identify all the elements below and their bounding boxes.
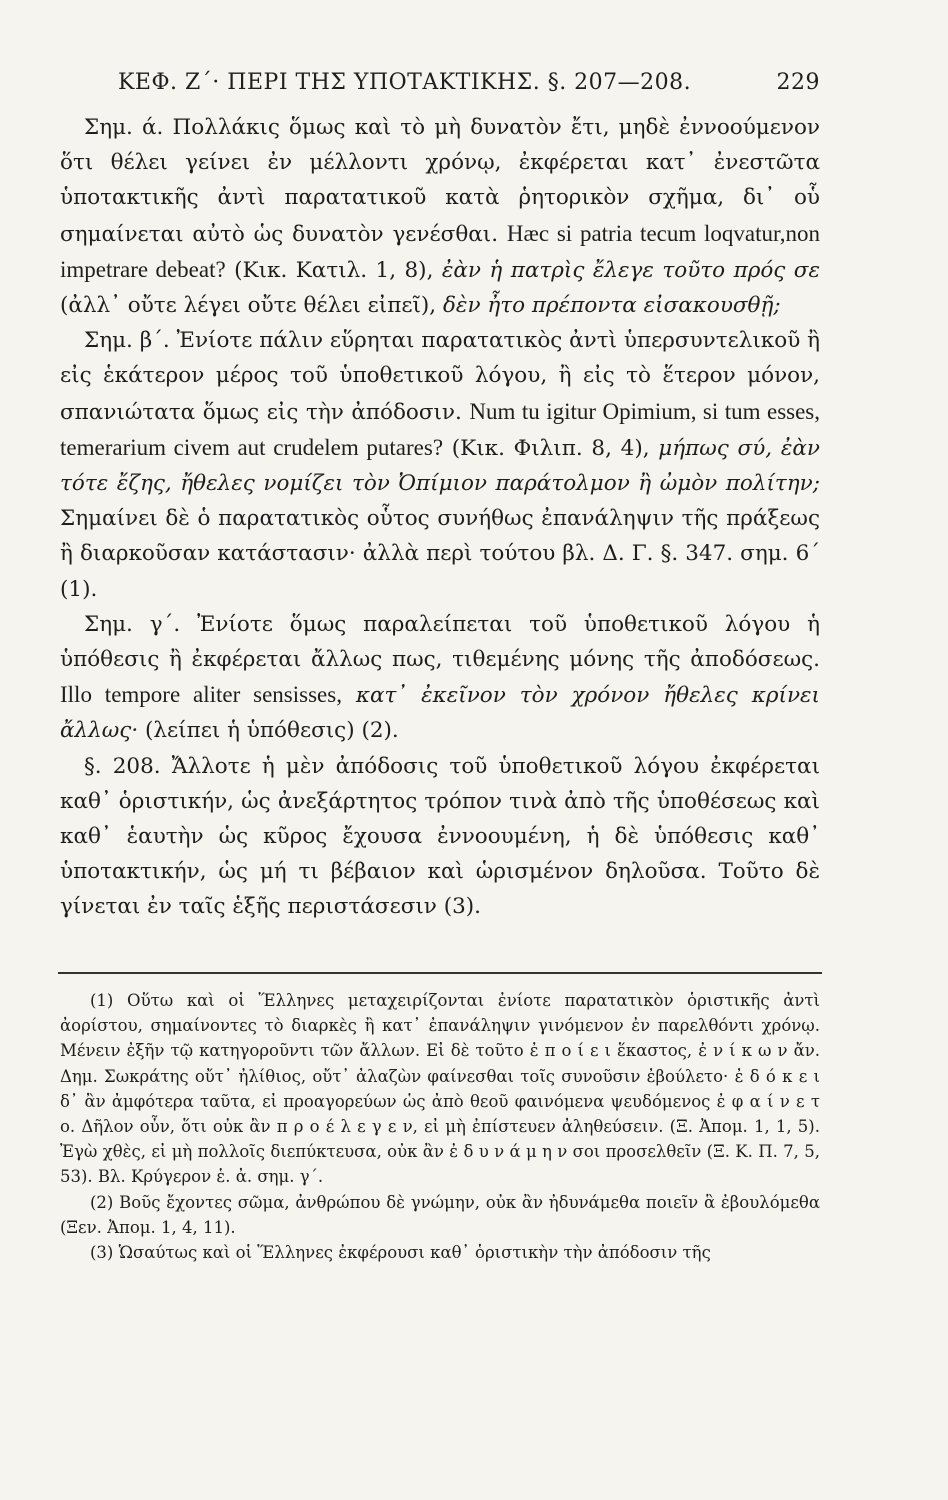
text-run: Σημ. ά. Πολλάκις ὅμως καὶ τὸ μὴ δυνατὸν ἔτι, μηδὲ ἐννοούμενον ὅτι θέλει γείνει ἐν μέλλοντι χρόνῳ, ἐκφέρεται κατ᾽ ἐνεστῶτα ὑποτακτικῆς ἀντὶ παρατατικοῦ κατὰ ῥητορικὸν σχῆμα, δι᾽ οὗ σημαίνεται αὐτὸ ὡς δυνατὸν γενέσθαι. [60,115,820,247]
latin-quote: Num tu igitur Opimium, si tum esses, temerarium civem aut crudelem putares? [60,398,821,460]
text-run: (ἀλλ᾽ οὔτε λέγει οὔτε θέλει εἰπεῖ), [60,293,443,319]
citation: (Κικ. Κατιλ. 1, 8), [225,257,442,283]
footnote-divider [58,972,822,974]
citation: (Κικ. Φιλιπ. 8, 4), [443,435,659,461]
text-run [342,683,356,708]
text-run: Σημ. γ΄. Ἐνίοτε ὅμως παραλείπεται τοῦ ὑποθετικοῦ λόγου ἡ ὑπόθεσις ἢ ἐκφέρεται ἄλλως πως, τιθεμένης μόνης τῆς ἀποδόσεως. [60,611,820,673]
running-head [118,70,820,95]
greek-translation: δὲν ἦτο πρέποντα εἰσακουσθῇ; [442,293,781,319]
footnote-3: (3) Ὡσαύτως καὶ οἱ Ἕλληνες ἐκφέρουσι καθ᾽ ὁριστικὴν τὴν ἀπόδοσιν τῆς [90,1243,711,1263]
latin-quote: Hæc si patria tecum loqvatur,non impetrare debeat? [60,220,820,282]
footnote-2: (2) Βοῦς ἔχοντες σῶμα, ἀνθρώπου δὲ γνώμην, οὐκ ἂν ἠδυνάμεθα ποιεῖν ἃ ἐβουλόμεθα (Ξεν. Ἀπομ. 1, 4, 11). [60,1192,820,1237]
footnote-1: (1) Οὕτω καὶ οἱ Ἕλληνες μεταχειρίζονται ἐνίοτε παρατατικὸν ὁριστικῆς ἀντὶ ἀορίστου, σημαίνοντες τὸ διαρκὲς ἢ κατ᾽ ἐπανάληψιν γινόμενον ἐν παρελθόντι χρόνῳ. Μένειν ἐξῆν τῷ κατηγοροῦντι τῶν ἄλλων. Εἰ δὲ τοῦτο ἐ π ο ί ε ι ἕκαστος, ἐ ν ί κ ω ν ἄν. Δημ. Σωκράτης οὔτ᾽ ἠλίθιος, οὔτ᾽ ἀλαζὼν φαίνεσθαι τοῖς συνοῦσιν ἐβούλετο· ἐ δ ό κ ε ι δ᾽ ἂν ἀμφότερα ταῦτα, εἰ προαγορεύων ὡς ἀπὸ θεοῦ φαινόμενα ψευδόμενος ἐ φ α ί ν ε τ ο. Δῆλον οὖν, ὅτι οὐκ ἂν π ρ ο έ λ ε γ ε ν, εἰ μὴ ἐπίστευεν ἀληθεύσειν. (Ξ. Ἀπομ. 1, 1, 5). Ἐγὼ χθὲς, εἰ μὴ πολλοῖς διεπύκτευσα, οὐκ ἂν ἐ δ υ ν ά μ η ν σοι προσελθεῖν (Ξ. Κ. Π. 7, 5, 53). Βλ. Κρύγερον ἑ. ἀ. σημ. γ΄. [60,991,820,1187]
greek-translation: κατ᾽ ἐκεῖνον τὸν χρόνον ἤθελες κρίνει ἄλλως· [60,683,820,744]
chapter-title: ΚΕΦ. Ζ΄· ΠΕΡΙ ΤΗΣ ΥΠΟΤΑΚΤΙΚΗΣ. §. 207—208. [118,70,692,95]
greek-translation: ἐὰν ἡ πατρὶς ἔλεγε τοῦτο πρός σε [441,257,820,283]
footnotes [60,988,820,1265]
greek-translation: μήπως σύ, ἐὰν τότε ἔζης, ἤθελες νομίζει τὸν Ὀπίμιον παράτολμον ἢ ὠμὸν πολίτην; [60,435,820,497]
main-text [60,110,820,925]
paragraph-section-208: §. 208. Ἄλλοτε ἡ μὲν ἀπόδοσις τοῦ ὑποθετικοῦ λόγου ἐκφέρεται καθ᾽ ὁριστικήν, ὡς ἀνεξάρτητος τρόπον τινὰ ἀπὸ τῆς ὑποθέσεως καὶ καθ᾽ ἑαυτὴν ὡς κῦρος ἔχουσα ἐννοουμένη, ἡ δὲ ὑπόθεσις καθ᾽ ὑποτακτικήν, ὡς μή τι βέβαιον καὶ ὡρισμένον δηλοῦσα. Τοῦτο δὲ γίνεται ἐν ταῖς ἑξῆς περιστάσεσιν (3). [60,753,820,920]
page-number: 229 [776,70,820,95]
paragraph-note-a [60,110,820,323]
text-run: (λείπει ἡ ὑπόθεσις) (2). [138,718,399,744]
text-run: Σημ. β΄. Ἐνίοτε πάλιν εὕρηται παρατατικὸς ἀντὶ ὑπερσυντελικοῦ ἢ εἰς ἑκάτερον μέρος τοῦ ὑποθετικοῦ λόγου, ἢ εἰς τὸ ἕτερον μόνον, σπανιώτατα ὅμως εἰς τὴν ἀπόδοσιν. [60,328,820,425]
text-run: Σημαίνει δὲ ὁ παρατατικὸς οὗτος συνήθως ἐπανάληψιν τῆς πράξεως ἢ διαρκοῦσαν κατάστασιν· ἀλλὰ περὶ τούτου βλ. Δ. Γ. §. 347. σημ. 6΄ (1). [60,506,820,602]
paragraph-note-c [60,607,820,749]
latin-quote: Illo tempore aliter sensisses, [60,682,342,708]
paragraph-note-b [60,323,820,607]
